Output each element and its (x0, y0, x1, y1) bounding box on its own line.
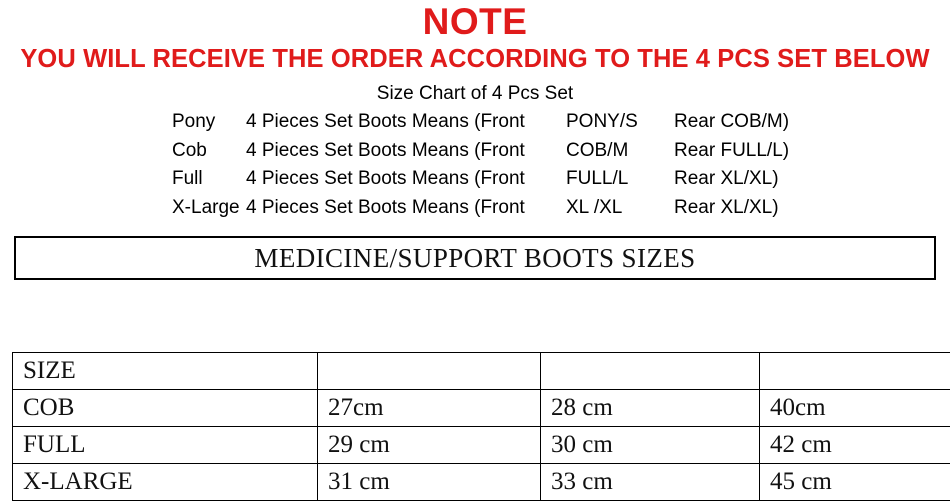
table-cell: SIZE (13, 353, 318, 390)
set-size-label: Full (172, 165, 246, 194)
set-description: 4 Pieces Set Boots Means (Front (246, 165, 566, 194)
set-rear-size: Rear COB/M) (674, 108, 789, 137)
set-list-item (0, 194, 950, 223)
table-cell: COB (13, 390, 318, 427)
layout-spacer (0, 280, 950, 352)
size-chart-page (0, 2, 950, 500)
set-size-label: Pony (172, 108, 246, 137)
table-row (13, 427, 950, 464)
set-size-label: Cob (172, 137, 246, 166)
set-front-size: FULL/L (566, 165, 674, 194)
table-cell: X-LARGE (13, 464, 318, 501)
set-rear-size: Rear XL/XL) (674, 165, 779, 194)
set-list-item (0, 165, 950, 194)
table-cell (541, 353, 760, 390)
table-cell: 28 cm (541, 390, 760, 427)
table-cell: 27cm (318, 390, 541, 427)
set-description: 4 Pieces Set Boots Means (Front (246, 108, 566, 137)
table-cell: 40cm (760, 390, 950, 427)
note-subtitle: YOU WILL RECEIVE THE ORDER ACCORDING TO THE 4 PCS SET BELOW (0, 44, 950, 74)
table-cell: 33 cm (541, 464, 760, 501)
table-row (13, 353, 950, 390)
table-cell: 30 cm (541, 427, 760, 464)
set-description: 4 Pieces Set Boots Means (Front (246, 137, 566, 166)
set-description: 4 Pieces Set Boots Means (Front (246, 194, 566, 223)
table-row (13, 390, 950, 427)
table-cell: 31 cm (318, 464, 541, 501)
table-cell (760, 353, 950, 390)
set-front-size: COB/M (566, 137, 674, 166)
size-chart-heading: Size Chart of 4 Pcs Set (0, 82, 950, 106)
set-front-size: PONY/S (566, 108, 674, 137)
table-cell: 29 cm (318, 427, 541, 464)
table-cell: 45 cm (760, 464, 950, 501)
boots-sizes-banner-text: MEDICINE/SUPPORT BOOTS SIZES (254, 243, 695, 274)
set-list (0, 108, 950, 222)
set-front-size: XL /XL (566, 194, 674, 223)
set-rear-size: Rear XL/XL) (674, 194, 779, 223)
set-size-label: X-Large (172, 194, 246, 223)
note-title: NOTE (0, 2, 950, 42)
table-row (13, 464, 950, 501)
table-cell (318, 353, 541, 390)
table-cell: FULL (13, 427, 318, 464)
boots-sizes-banner (14, 236, 936, 280)
set-rear-size: Rear FULL/L) (674, 137, 789, 166)
set-list-item (0, 108, 950, 137)
table-cell: 42 cm (760, 427, 950, 464)
set-list-item (0, 137, 950, 166)
boots-sizes-table (12, 352, 950, 501)
